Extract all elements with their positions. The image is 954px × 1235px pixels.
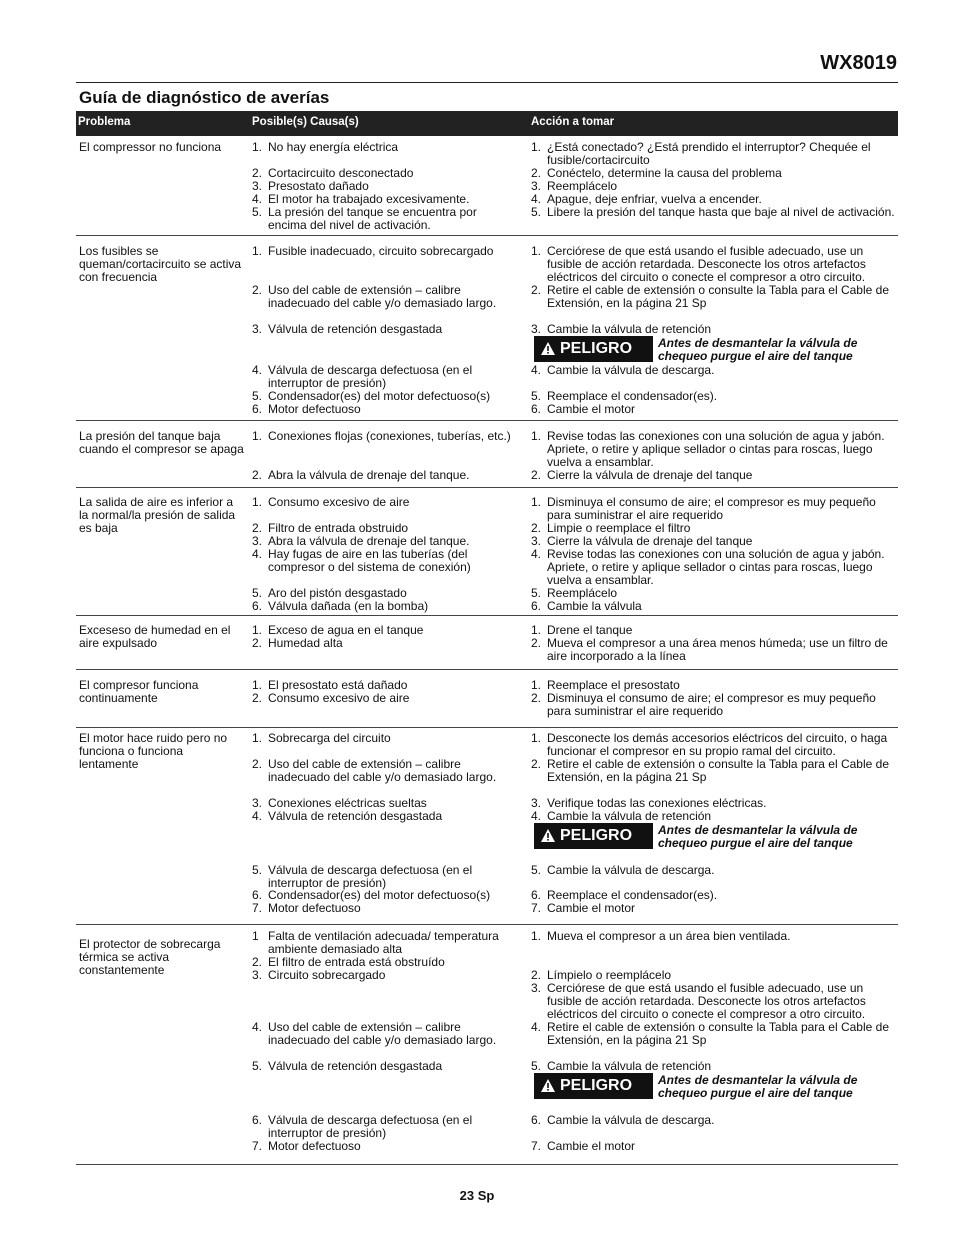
list-item: 3. Cerciórese de que está usando el fusible adecuado, use un fusible de acción retardada. Desconecte los otros artefactos eléctricos del circuito o conecte el compresor a otro circuito. [531,981,866,1021]
list-item: 6. Motor defectuoso [252,402,361,416]
list-item: 1. Sobrecarga del circuito [252,731,391,745]
list-item: 5. Libere la presión del tanque hasta que baje al nivel de activación. [531,205,895,219]
list-item: 5. Cambie la válvula de descarga. [531,863,715,877]
danger-warning [531,823,896,850]
list-item: 1. Desconecte los demás accesorios eléctricos del circuito, o haga funcionar el compresor en su propio ramal del circuito. [531,731,888,758]
list-item: 7. Cambie el motor [531,901,636,915]
list-item: 2. Cierre la válvula de drenaje del tanque [531,468,753,482]
list-item: 5. Aro del pistón desgastado [252,586,407,600]
list-item: 4. Cambie la válvula de retención [531,809,712,823]
list-item: 2. Mueva el compresor a una área menos húmeda; use un filtro de aire incorporado a la línea [531,636,888,663]
list-item: 3. Conexiones eléctricas sueltas [252,796,427,810]
list-item: 6. Válvula dañada (en la bomba) [252,599,429,613]
column-header-actions: Acción a tomar [531,116,615,128]
list-item: 2. Abra la válvula de drenaje del tanque. [252,468,470,482]
list-item: 6. Reemplace el condensador(es). [531,888,718,902]
table-row [76,728,898,925]
danger-text: Antes de desmantelar la válvula de chequeo purgue el aire del tanque [658,336,858,363]
danger-warning [531,336,896,363]
danger-label: PELIGRO [560,1077,633,1094]
list-item: 2. El filtro de entrada está obstruído [252,955,445,969]
problem-cell: El compresor funciona continuamente [79,678,199,705]
danger-label: PELIGRO [560,340,633,357]
table-row [76,136,898,236]
problem-cell: La salida de aire es inferior a la normal/la presión de salida es baja [79,495,236,535]
danger-badge [534,1073,653,1099]
list-item: 4. Retire el cable de extensión o consulte la Tabla para el Cable de Extensión, en la página 21 Sp [531,1020,889,1047]
list-item: 1. Drene el tanque [531,623,633,637]
page-number: 23 Sp [459,1188,495,1203]
list-item: 6. Cambie la válvula [531,599,642,613]
list-item: 5. Condensador(es) del motor defectuoso(s) [252,389,491,403]
problem-cell: El motor hace ruido pero no funciona o funciona lentamente [79,731,228,771]
list-item: 3. Cambie la válvula de retención [531,322,712,336]
list-item: 7. Motor defectuoso [252,1139,361,1153]
list-item: 2. Consumo excesivo de aire [252,691,410,705]
list-item: 2. Retire el cable de extensión o consulte la Tabla para el Cable de Extensión, en la página 21 Sp [531,757,889,784]
list-item: 2. Uso del cable de extensión – calibre inadecuado del cable y/o demasiado largo. [252,757,497,784]
problem-cell: La presión del tanque baja cuando el compresor se apaga [79,429,244,456]
list-item: 3. Abra la válvula de drenaje del tanque. [252,534,470,548]
list-item: 4. Válvula de descarga defectuosa (en el interruptor de presión) [252,363,473,390]
list-item: 5. Válvula de retención desgastada [252,1059,443,1073]
list-item: 1. Exceso de agua en el tanque [252,623,424,637]
list-item: 4. Hay fugas de aire en las tuberías (del compresor o del sistema de conexión) [252,547,471,574]
list-item: 4. Uso del cable de extensión – calibre inadecuado del cable y/o demasiado largo. [252,1020,497,1047]
list-item: 2. Retire el cable de extensión o consulte la Tabla para el Cable de Extensión, en la página 21 Sp [531,283,889,310]
list-item: 1. ¿Está conectado? ¿Está prendido el interruptor? Chequée el fusible/cortacircuito [531,140,871,167]
list-item: 2. Cortacircuito desconectado [252,166,414,180]
list-item: 6. Válvula de descarga defectuosa (en el interruptor de presión) [252,1113,473,1140]
danger-warning [531,1073,896,1100]
table-row [76,488,898,616]
list-item: 1. No hay energía eléctrica [252,140,399,154]
list-item: 5. La presión del tanque se encuentra por encima del nivel de activación. [252,205,477,232]
list-item: 6. Condensador(es) del motor defectuoso(s) [252,888,491,902]
list-item: 3. Cierre la válvula de drenaje del tanque [531,534,753,548]
list-item: 2. Límpielo o reemplácelo [531,968,672,982]
list-item: 2. Conéctelo, determine la causa del problema [531,166,782,180]
warning-triangle-icon [540,341,556,356]
warning-triangle-icon [540,828,556,843]
list-item: 1. El presostato está dañado [252,678,408,692]
list-item: 1. Reemplace el presostato [531,678,680,692]
danger-label: PELIGRO [560,827,633,844]
danger-text: Antes de desmantelar la válvula de chequeo purgue el aire del tanque [658,823,858,850]
list-item: 4. Revise todas las conexiones con una solución de agua y jabón. Apriete, o retire y aplique sellador o cintas para roscas, luego vuelva a ensamblar. [531,547,885,587]
list-item: 1. Fusible inadecuado, circuito sobrecargado [252,244,494,258]
list-item: 3. Verifique todas las conexiones eléctricas. [531,796,767,810]
list-item: 3. Reemplácelo [531,179,618,193]
list-item: 1. Disminuya el consumo de aire; el compresor es muy pequeño para suministrar el aire requerido [531,495,876,522]
list-item: 5. Cambie la válvula de retención [531,1059,712,1073]
list-item: 3. Circuito sobrecargado [252,968,386,982]
list-item: 5. Reemplácelo [531,586,618,600]
warning-triangle-icon [540,1078,556,1093]
table-header [76,111,898,136]
list-item: 1. Consumo excesivo de aire [252,495,410,509]
table-row [76,925,898,1165]
model-number: WX8019 [820,52,897,74]
list-item: 1 Falta de ventilación adecuada/ temperatura ambiente demasiado alta [252,929,499,956]
danger-badge [534,823,653,849]
list-item: 1. Revise todas las conexiones con una solución de agua y jabón. Apriete, o retire y aplique sellador o cintas para roscas, luego vuelva a ensamblar. [531,429,885,469]
column-header-causes: Posible(s) Causa(s) [252,116,359,128]
list-item: 1. Cerciórese de que está usando el fusible adecuado, use un fusible de acción retardada. Desconecte los otros artefactos eléctricos del circuito o conecte el compresor a otro circuito. [531,244,866,284]
list-item: 4. Cambie la válvula de descarga. [531,363,715,377]
list-item: 2. Limpie o reemplace el filtro [531,521,691,535]
header-rule [76,82,898,83]
problem-cell: Los fusibles se queman/cortacircuito se activa con frecuencia [79,244,242,284]
page-title: Guía de diagnóstico de averías [79,88,330,107]
column-header-problem: Problema [78,116,131,128]
list-item: 7. Cambie el motor [531,1139,636,1153]
list-item: 3. Válvula de retención desgastada [252,322,443,336]
problem-cell: Exceseso de humedad en el aire expulsado [79,623,231,650]
danger-text: Antes de desmantelar la válvula de chequeo purgue el aire del tanque [658,1073,858,1100]
list-item: 2. Uso del cable de extensión – calibre inadecuado del cable y/o demasiado largo. [252,283,497,310]
list-item: 2. Humedad alta [252,636,343,650]
list-item: 4. Apague, deje enfriar, vuelva a encender. [531,192,762,206]
list-item: 5. Válvula de descarga defectuosa (en el interruptor de presión) [252,863,473,890]
danger-badge [534,336,653,362]
list-item: 1. Mueva el compresor a un área bien ventilada. [531,929,791,943]
list-item: 3. Presostato dañado [252,179,369,193]
list-item: 5. Reemplace el condensador(es). [531,389,718,403]
table-row [76,616,898,670]
list-item: 7. Motor defectuoso [252,901,361,915]
list-item: 4. Válvula de retención desgastada [252,809,443,823]
troubleshooting-table [76,136,898,1165]
table-row [76,670,898,728]
list-item: 6. Cambie la válvula de descarga. [531,1113,715,1127]
problem-cell: El compressor no funciona [79,140,222,154]
list-item: 2. Filtro de entrada obstruido [252,521,409,535]
table-row [76,421,898,488]
list-item: 6. Cambie el motor [531,402,636,416]
list-item: 2. Disminuya el consumo de aire; el compresor es muy pequeño para suministrar el aire requerido [531,691,876,718]
list-item: 1. Conexiones flojas (conexiones, tuberías, etc.) [252,429,511,443]
list-item: 4. El motor ha trabajado excesivamente. [252,192,470,206]
problem-cell: El protector de sobrecarga térmica se activa constantemente [79,937,221,977]
table-row [76,236,898,421]
